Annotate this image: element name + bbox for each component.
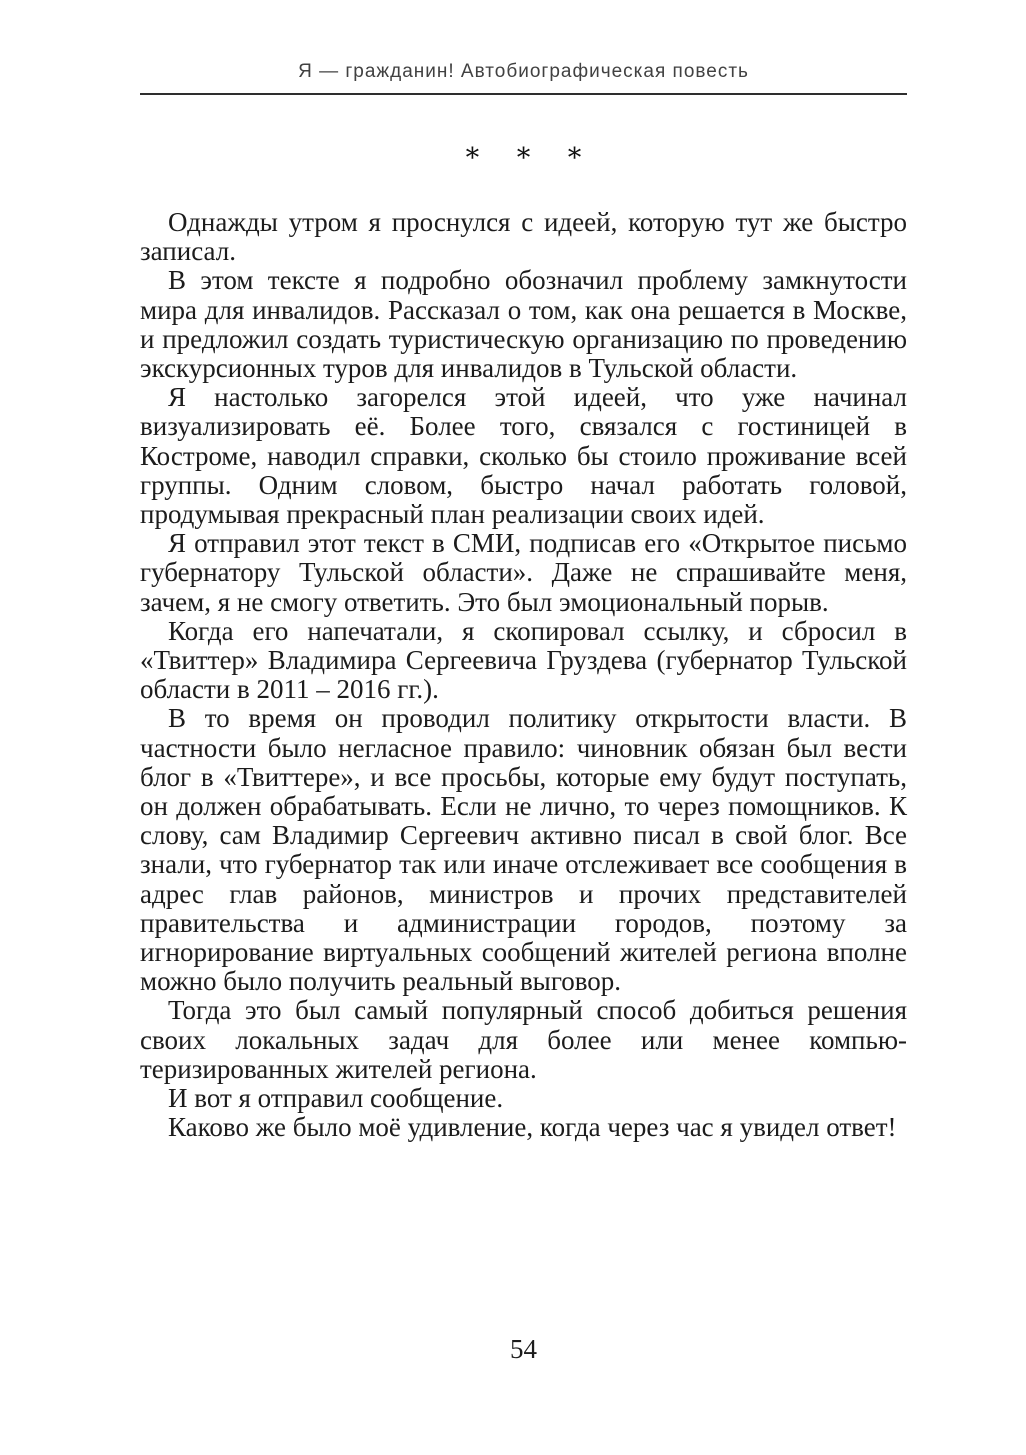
- header-rule: [140, 93, 907, 95]
- running-title: Я — гражданин! Автобиографическая повесть: [298, 61, 749, 82]
- paragraph: И вот я отправил сообщение.: [168, 1083, 504, 1114]
- page-number: 54: [510, 1334, 537, 1364]
- paragraph: Я настолько загорелся этой идеей, что уже начинал визуализировать её. Более того, связался с гостиницей в Костроме, наводил справки, сколько бы стоило проживание всей группы. Одним словом, быстро начал работать головой, продумывая прекрасный план реализации своих идей.: [140, 382, 907, 530]
- paragraph: В этом тексте я подробно обозначил проблему замкнутости мира для инвалидов. Рассказал о том, как она решается в Москве, и предложил создать туристическую организацию по проведению экскурсионных туров для инвалидов в Тульской области.: [140, 265, 907, 384]
- paragraph: Тогда это был самый популярный способ добиться решения своих локальных задач для более или менее компьютеризированных жителей региона.: [140, 995, 907, 1084]
- paragraph: Однажды утром я проснулся с идеей, которую тут же быстро записал.: [140, 207, 907, 267]
- section-divider: ∗ ∗ ∗: [463, 137, 584, 167]
- paragraph: В то время он проводил политику открытости власти. В частности было негласное правило: чиновник обязан был вести блог в «Твиттере», и все просьбы, которые ему будут поступать, он должен обрабатывать. Если не лично, то через помощников. К слову, сам Владимир Сергеевич активно писал в свой блог. Все знали, что губернатор так или иначе отслеживает все сообщения в адрес глав районов, министров и прочих представителей правительства и администрации городов, поэтому за игнорирование виртуальных сообщений жителей региона вполне можно было получить реальный выговор.: [140, 703, 907, 997]
- paragraph: Каково же было моё удивление, когда через час я увидел ответ!: [168, 1112, 897, 1143]
- page-header: [140, 60, 907, 95]
- body-text: [140, 208, 907, 1143]
- paragraph: Я отправил этот текст в СМИ, подписав его «Открытое письмо губернатору Тульской области». Даже не спрашивайте меня, зачем, я не смогу ответить. Это был эмоциональный порыв.: [140, 528, 907, 617]
- paragraph: Когда его напечатали, я скопировал ссылку, и сбросил в «Твиттер» Владимира Сергеевича Груздева (губернатор Тульской области в 2011 – 2016 гг.).: [140, 615, 907, 705]
